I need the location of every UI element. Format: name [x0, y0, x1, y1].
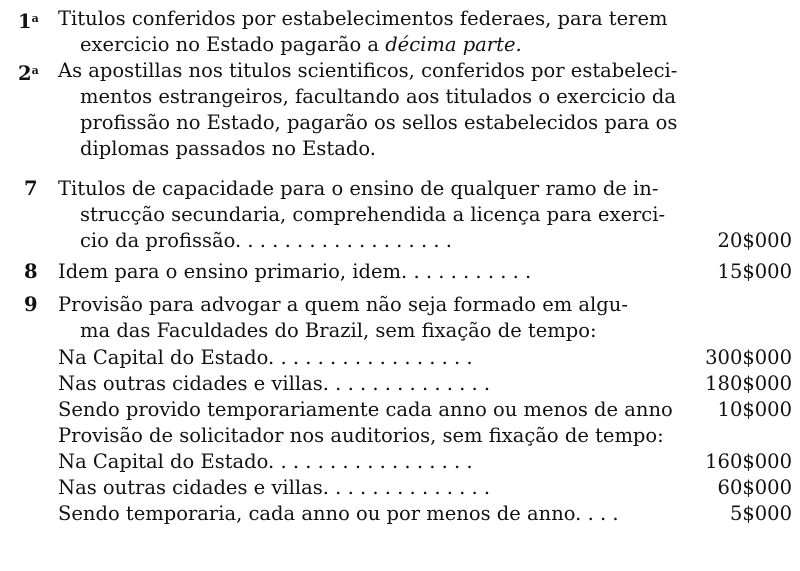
entry-9-row-amount: 300$000: [705, 346, 792, 369]
entry-9-row-amount: 160$000: [705, 450, 792, 473]
entry-9-intro-line-1: Provisão para advogar a quem não seja formado em algu-: [58, 293, 628, 316]
entry-number-7: 7: [24, 177, 38, 200]
entry-1a-line-2: exercicio no Estado pagarão a décima parte.: [80, 33, 522, 56]
entry-9-row-text: Na Capital do Estado. . . . . . . . . . . . . . . . .: [58, 450, 473, 473]
entry-7-line-3: cio da profissão. . . . . . . . . . . . . . . . . .: [80, 229, 452, 252]
entry-9-row-text: Nas outras cidades e villas. . . . . . . . . . . . . .: [58, 372, 491, 395]
entry-9-row-text: Sendo provido temporariamente cada anno ou menos de anno: [58, 398, 673, 421]
entry-8-text: Idem para o ensino primario, idem. . . . . . . . . . .: [58, 260, 532, 283]
entry-7-line-2: strucção secundaria, comprehendida a licença para exerci-: [80, 203, 666, 226]
entry-7-amount: 20$000: [717, 229, 792, 252]
entry-9-row-text: Provisão de solicitador nos auditorios, sem fixação de tempo:: [58, 424, 664, 447]
entry-9-intro-line-2: ma das Faculdades do Brazil, sem fixação de tempo:: [80, 319, 597, 342]
entry-2a-line-3: profissão no Estado, pagarão os sellos estabelecidos para os: [80, 111, 678, 134]
entry-number-8: 8: [24, 260, 38, 283]
entry-9-row-text: Nas outras cidades e villas. . . . . . . . . . . . . .: [58, 476, 491, 499]
entry-number-1a: 1$^a$: [18, 10, 39, 33]
entry-8-amount: 15$000: [717, 260, 792, 283]
entry-9-row-amount: 5$000: [729, 502, 792, 525]
entry-9-row-text: Sendo temporaria, cada anno ou por menos de anno. . . .: [58, 502, 619, 525]
entry-number-2a: 2$^a$: [18, 62, 39, 85]
entry-9-row-amount: 10$000: [717, 398, 792, 421]
entry-1a-line-1: Titulos conferidos por estabelecimentos federaes, para terem: [58, 7, 668, 30]
entry-9-row-amount: 60$000: [717, 476, 792, 499]
entry-7-line-1: Titulos de capacidade para o ensino de qualquer ramo de in-: [58, 177, 659, 200]
entry-2a-line-4: diplomas passados no Estado.: [80, 137, 376, 160]
entry-number-9: 9: [24, 293, 38, 316]
entry-2a-line-2: mentos estrangeiros, facultando aos titulados o exercicio da: [80, 85, 677, 108]
entry-2a-line-1: As apostillas nos titulos scientificos, conferidos por estabeleci-: [58, 59, 678, 82]
entry-9-row-text: Na Capital do Estado. . . . . . . . . . . . . . . . .: [58, 346, 473, 369]
entry-9-row-amount: 180$000: [705, 372, 792, 395]
